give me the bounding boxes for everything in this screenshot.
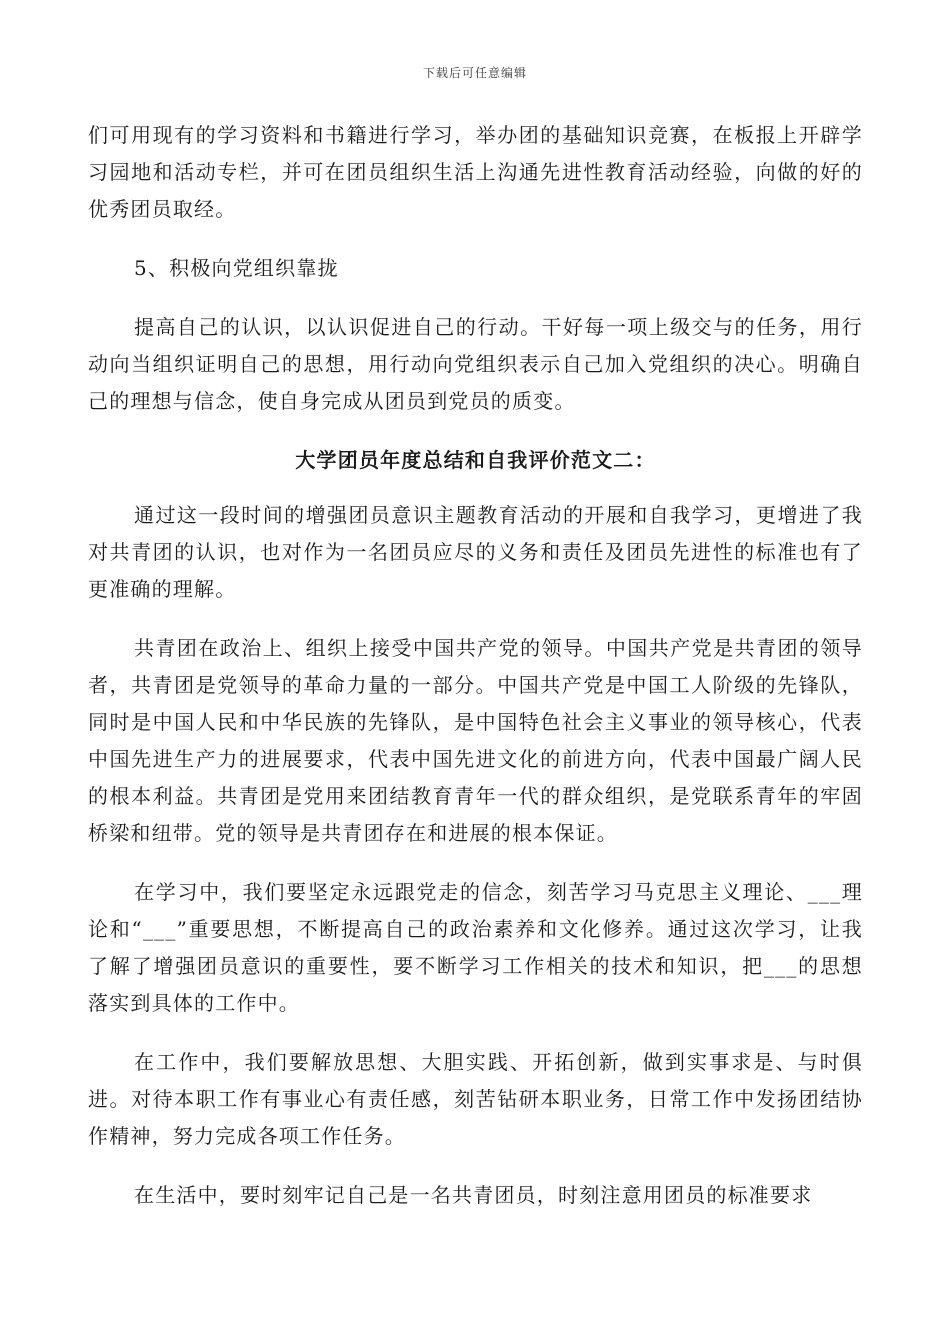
paragraph: 在学习中，我们要坚定永远跟党走的信念，刻苦学习马克思主义理论、___理论和“___”重要思想，不断提高自己的政治素养和文化修养。通过这次学习，让我了解了增强团员意识的重要性，要不断学习工作相关的技术和知识，把___的思想落实到具体的工作中。: [88, 880, 863, 1015]
list-item-heading: 5、积极向党组织靠拢: [134, 256, 339, 280]
paragraph-continued: 们可用现有的学习资料和书籍进行学习，举办团的基础知识竞赛，在板报上开辟学习园地和活动专栏，并可在团员组织生活上沟通先进性教育活动经验，向做的好的优秀团员取经。: [88, 123, 863, 221]
paragraph: 在生活中，要时刻牢记自己是一名共青团员，时刻注意用团员的标准要求: [134, 1183, 813, 1207]
page-header-note: 下载后可任意编辑: [422, 66, 527, 80]
paragraph: 提高自己的认识，以认识促进自己的行动。干好每一项上级交与的任务，用行动向当组织证明自己的思想，用行动向党组织表示自己加入党组织的决心。明确自己的理想与信念，使自身完成从团员到党员的质变。: [88, 315, 863, 413]
section-heading: 大学团员年度总结和自我评价范文二：: [295, 448, 656, 472]
document-body: [88, 117, 863, 1236]
paragraph: 在工作中，我们要解放思想、大胆实践、开拓创新，做到实事求是、与时俱进。对待本职工作有事业心有责任感，刻苦钻研本职业务，日常工作中发扬团结协作精神，努力完成各项工作任务。: [88, 1050, 863, 1148]
paragraph: 通过这一段时间的增强团员意识主题教育活动的开展和自我学习，更增进了我对共青团的认识，也对作为一名团员应尽的义务和责任及团员先进性的标准也有了更准确的理解。: [88, 503, 863, 601]
paragraph: 共青团在政治上、组织上接受中国共产党的领导。中国共产党是共青团的领导者，共青团是党领导的革命力量的一部分。中国共产党是中国工人阶级的先锋队，同时是中国人民和中华民族的先锋队，是中国特色社会主义事业的领导核心，代表中国先进生产力的进展要求，代表中国先进文化的前进方向，代表中国最广阔人民的根本利益。共青团是党用来团结教育青年一代的群众组织，是党联系青年的牢固桥梁和纽带。党的领导是共青团存在和进展的根本保证。: [88, 636, 863, 845]
